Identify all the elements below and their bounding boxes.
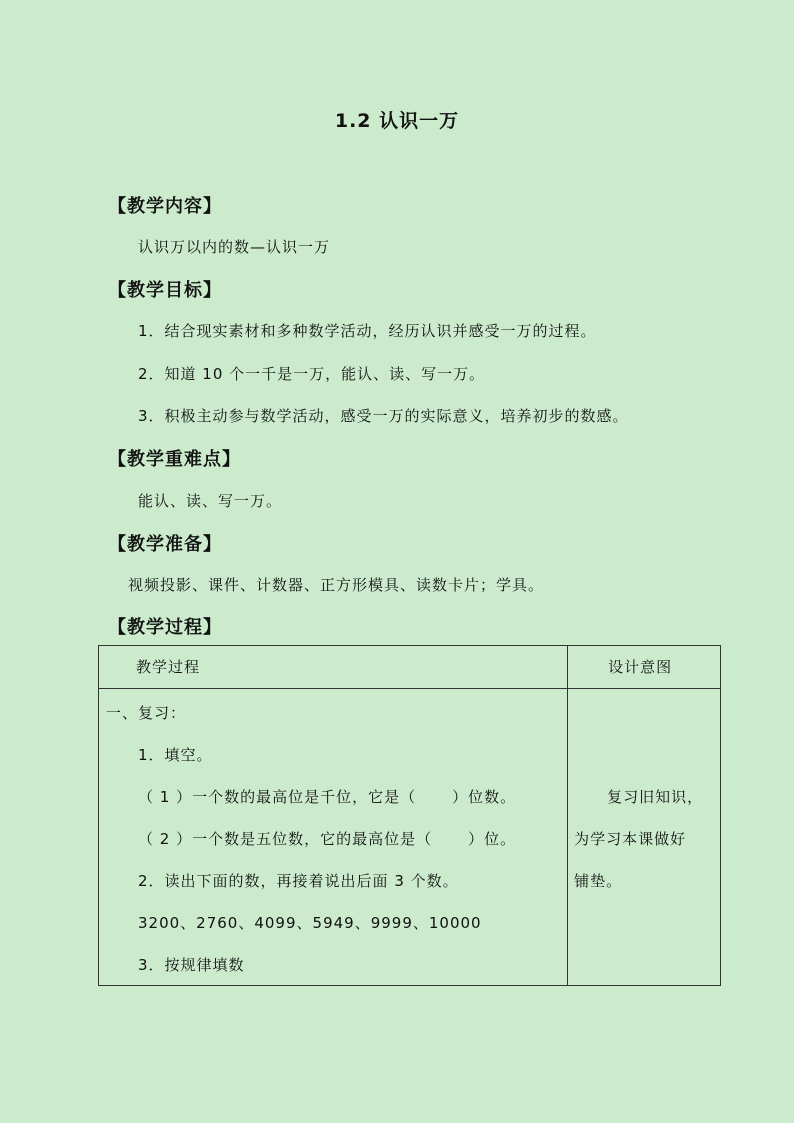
process-table bbox=[98, 645, 721, 986]
intent-line-3: 铺垫。 bbox=[574, 872, 623, 890]
table-header-process bbox=[99, 646, 568, 689]
question-2-text-after: ）位。 bbox=[468, 830, 517, 848]
intent-line-2: 为学习本课做好 bbox=[574, 830, 687, 848]
objective-item-2: 2．知道 10 个一千是一万，能认、读、写一万。 bbox=[138, 365, 486, 383]
pattern-instruction: 3．按规律填数 bbox=[138, 956, 245, 974]
question-2-text-before: （ 2 ）一个数是五位数，它的最高位是（ bbox=[138, 830, 433, 848]
question-1-text-before: （ 1 ）一个数的最高位是千位，它是（ bbox=[138, 788, 417, 806]
process-cell bbox=[99, 689, 568, 986]
question-1 bbox=[138, 787, 516, 807]
table-header-row bbox=[99, 646, 721, 689]
heading-teaching-content: 【教学内容】 bbox=[108, 196, 222, 217]
table-header-intent bbox=[568, 646, 721, 689]
teaching-content-text: 认识万以内的数—认识一万 bbox=[138, 238, 331, 256]
question-2 bbox=[138, 829, 516, 849]
number-sequence: 3200、2760、4099、5949、9999、10000 bbox=[138, 914, 482, 932]
review-heading: 一、复习： bbox=[106, 704, 187, 722]
intent-line-1: 复习旧知识， bbox=[607, 788, 704, 806]
heading-preparation: 【教学准备】 bbox=[108, 534, 222, 555]
read-numbers-instruction: 2．读出下面的数，再接着说出后面 3 个数。 bbox=[138, 872, 459, 890]
header-intent-label: 设计意图 bbox=[608, 658, 673, 676]
fill-blank-heading: 1．填空。 bbox=[138, 746, 213, 764]
objective-item-3: 3．积极主动参与数学活动，感受一万的实际意义，培养初步的数感。 bbox=[138, 407, 629, 425]
intent-cell bbox=[568, 689, 721, 986]
key-points-text: 能认、读、写一万。 bbox=[138, 492, 283, 510]
table-row bbox=[99, 689, 721, 986]
heading-teaching-objectives: 【教学目标】 bbox=[108, 280, 222, 301]
objective-item-1: 1．结合现实素材和多种数学活动，经历认识并感受一万的过程。 bbox=[138, 322, 597, 340]
page-title: 1.2 认识一万 bbox=[334, 110, 460, 132]
header-process-label: 教学过程 bbox=[136, 658, 201, 676]
question-1-text-after: ）位数。 bbox=[452, 788, 517, 806]
heading-key-points: 【教学重难点】 bbox=[108, 449, 241, 470]
preparation-text: 视频投影、课件、计数器、正方形模具、读数卡片；学具。 bbox=[128, 576, 545, 594]
heading-teaching-process: 【教学过程】 bbox=[108, 617, 222, 638]
